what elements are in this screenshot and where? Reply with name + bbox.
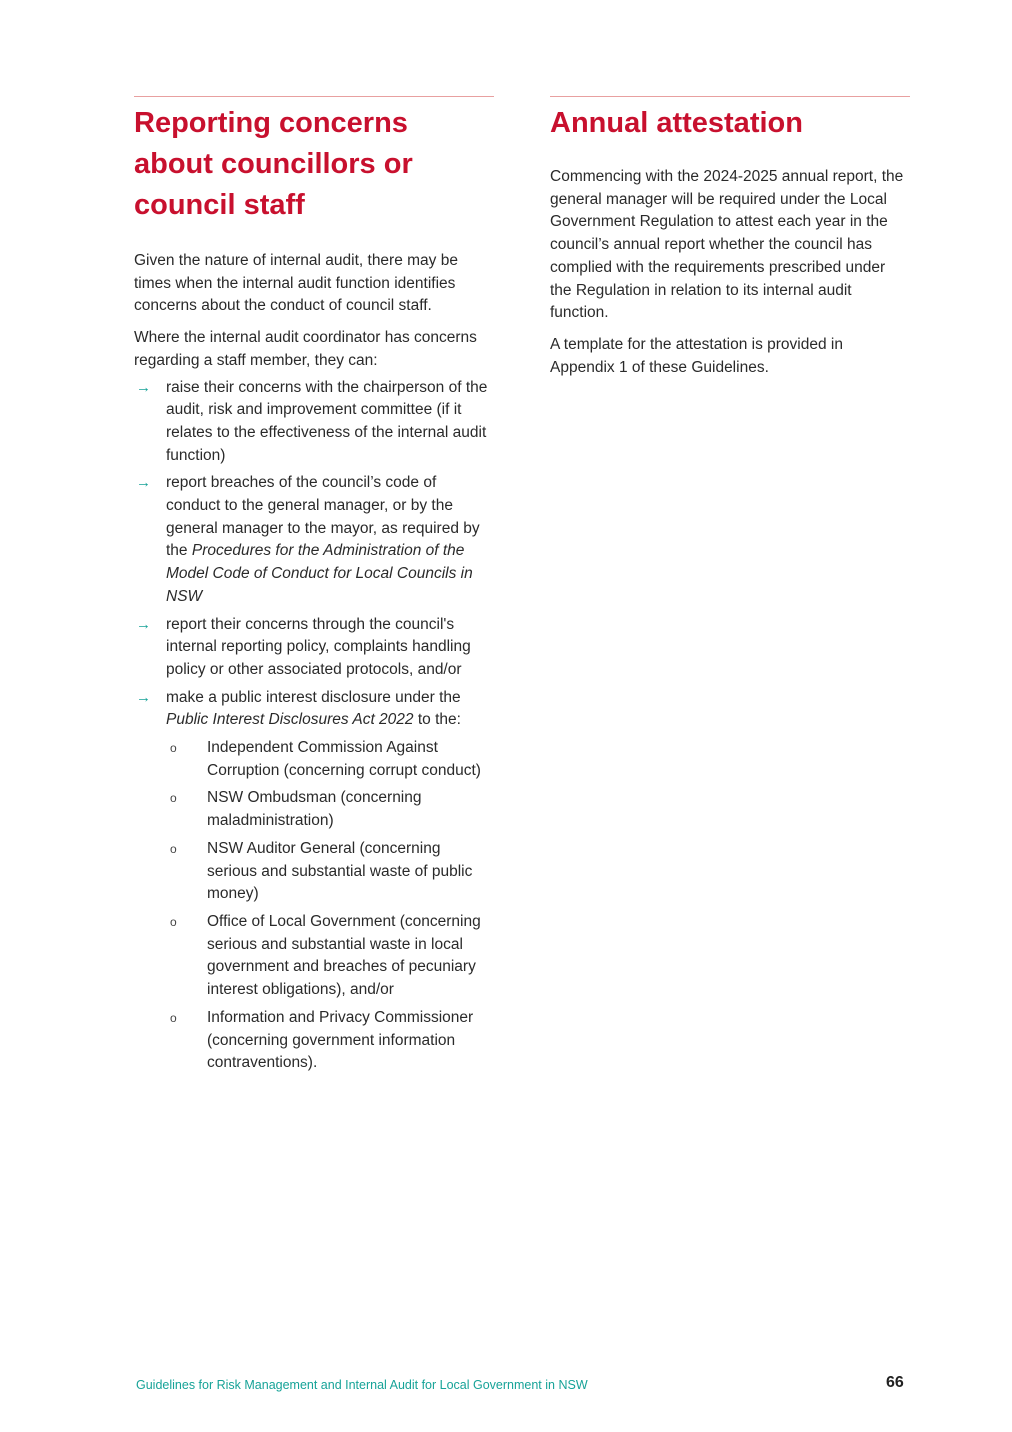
list-item: [134, 687, 494, 1075]
list-item-text: report their concerns through the council's internal reporting policy, complaints handling policy or other associated protocols, and/or: [166, 615, 471, 678]
list-item-text: raise their concerns with the chairperson of the audit, risk and improvement committee (if it relates to the effectiveness of the internal audit function): [166, 378, 488, 464]
sub-list-item: o Office of Local Government (concerning serious and substantial waste in local government and breaches of pecuniary interest obligations), and/or: [170, 912, 481, 999]
arrow-right-icon: →: [136, 474, 151, 492]
circle-bullet-icon: o: [170, 1010, 177, 1025]
options-list: [134, 377, 494, 1075]
page-number: 66: [886, 1374, 904, 1391]
circle-bullet-icon: o: [170, 741, 177, 756]
section-divider: [134, 96, 494, 97]
attestation-paragraph: Commencing with the 2024-2025 annual report, the general manager will be required under the Local Government Regulation to attest each year in the council’s annual report whether the council has complied with the requirements prescribed under the Regulation in relation to its internal audit function.: [550, 168, 904, 322]
list-item: [134, 377, 494, 468]
list-item-text: to the:: [413, 711, 461, 729]
circle-bullet-icon: o: [170, 914, 177, 929]
intro-paragraph: Given the nature of internal audit, there may be times when the internal audit function identifies concerns about the conduct of council staff.: [134, 252, 458, 315]
arrow-right-icon: →: [136, 615, 151, 633]
list-item: [134, 614, 494, 682]
template-paragraph: A template for the attestation is provided in Appendix 1 of these Guidelines.: [550, 335, 843, 376]
sub-list-item: o NSW Auditor General (concerning serious and substantial waste of public money): [170, 839, 473, 903]
sub-list-item: o Information and Privacy Commissioner (concerning government information contraventions).: [170, 1008, 474, 1072]
act-title: Public Interest Disclosures Act 2022: [166, 711, 414, 729]
section-heading: Reporting concerns about councillors or council staff: [134, 107, 413, 221]
sub-list-item: o Independent Commission Against Corruption (concerning corrupt conduct): [170, 739, 481, 779]
list-item-text: make a public interest disclosure under the: [166, 688, 461, 706]
arrow-right-icon: →: [136, 688, 151, 706]
document-title: Procedures for the Administration of the Model Code of Conduct for Local Councils in NSW: [166, 542, 473, 605]
circle-bullet-icon: o: [170, 791, 177, 806]
section-heading: Annual attestation: [550, 107, 803, 139]
sub-list-item: o NSW Ombudsman (concerning maladministration): [170, 789, 422, 830]
arrow-right-icon: →: [136, 378, 151, 396]
left-column: [134, 96, 494, 1080]
lead-paragraph: Where the internal audit coordinator has concerns regarding a staff member, they can:: [134, 329, 477, 369]
list-item-text: report breaches of the council’s code of conduct to the general manager, or by the general manager to the mayor, as required by the: [166, 474, 480, 560]
section-divider: [550, 96, 910, 97]
right-column: [550, 96, 910, 379]
footer-title: Guidelines for Risk Management and Internal Audit for Local Government in NSW: [136, 1378, 588, 1392]
circle-bullet-icon: o: [170, 841, 177, 856]
list-item: [134, 472, 494, 608]
sub-list: [166, 737, 494, 1075]
